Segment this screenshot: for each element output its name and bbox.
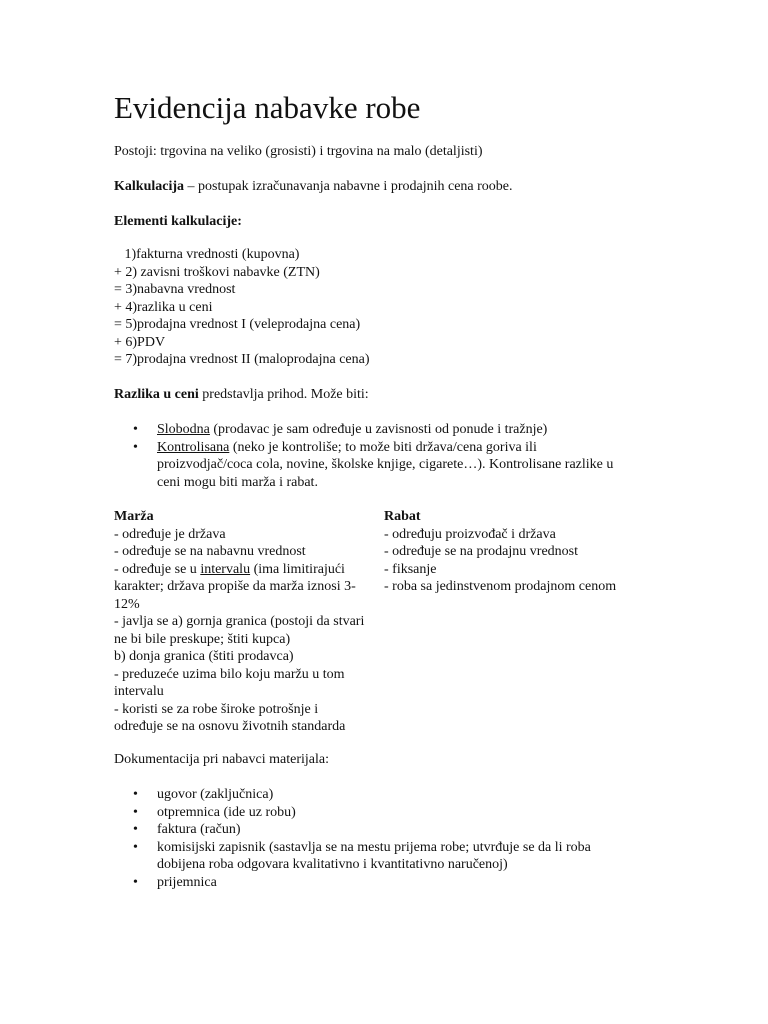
list-item — [114, 874, 674, 892]
razlika-paragraph — [114, 386, 369, 404]
kalkulacija-term: Kalkulacija — [114, 179, 185, 194]
list-line: • otpremnica (ide uz robu) — [157, 804, 296, 820]
razlika-term: Razlika u ceni — [114, 387, 199, 402]
razlika-list — [114, 421, 674, 491]
list-line: ceni mogu biti marža i rabat. — [157, 474, 318, 490]
kontrolisana-text: (neko je kontroliše; to može biti država/cena goriva ili — [229, 439, 537, 455]
rabat-line: - određuje se na prodajnu vrednost — [384, 544, 578, 559]
rabat-heading: Rabat — [384, 509, 421, 524]
list-line: proizvodjač/coca cola, novine, školske knjige, cigarete…). Kontrolisane razlike u — [157, 457, 614, 472]
kontrolisana-term: Kontrolisana — [157, 439, 230, 455]
marza-line: ne bi bile preskupe; štiti kupca) — [114, 631, 291, 647]
razlika-text: predstavlja prihod. Može biti: — [198, 387, 369, 402]
marza-line: određuje se na osnovu životnih standarda — [114, 719, 346, 734]
marza-heading: Marža — [114, 509, 154, 524]
elementi-item-1: 1)fakturna vrednosti (kupovna) — [114, 247, 300, 262]
dokumentacija-list — [114, 786, 674, 891]
rabat-line: - određuju proizvođač i država — [384, 526, 556, 542]
list-line: • komisijski zapisnik (sastavlja se na mestu prijema robe; utvrđuje se da li roba — [157, 839, 591, 855]
list-line: dobijena roba odgovara kvalitativno i kvantitativno naručenoj) — [157, 857, 508, 872]
rabat-column — [384, 508, 664, 596]
marza-line: - određuje je država — [114, 526, 226, 542]
list-item — [114, 839, 674, 874]
rabat-line: - roba sa jedinstvenom prodajnom cenom — [384, 579, 617, 594]
list-item — [114, 786, 674, 804]
dokumentacija-heading: Dokumentacija pri nabavci materijala: — [114, 752, 329, 767]
kalkulacija-paragraph — [114, 178, 513, 196]
intro-paragraph: Postoji: trgovina na veliko (grosisti) i trgovina na malo (detaljisti) — [114, 144, 483, 159]
marza-line — [114, 561, 384, 579]
list-item — [114, 439, 674, 492]
list-line — [157, 421, 674, 439]
marza-line: karakter; država propiše da marža iznosi 3- — [114, 579, 356, 594]
marza-line: intervalu — [114, 684, 164, 699]
elementi-item-4: + 4)razlika u ceni — [114, 300, 213, 315]
marza-column — [114, 508, 384, 736]
marza-line: - određuje se na nabavnu vrednost — [114, 544, 306, 559]
rabat-line: - fiksanje — [384, 561, 437, 577]
slobodna-term: Slobodna — [157, 422, 210, 437]
marza-line: - koristi se za robe široke potrošnje i — [114, 701, 319, 717]
elementi-item-3: = 3)nabavna vrednost — [114, 282, 236, 297]
elementi-item-2: + 2) zavisni troškovi nabavke (ZTN) — [114, 265, 320, 280]
list-line: • prijemnica — [157, 874, 217, 890]
list-item — [114, 421, 674, 439]
slobodna-text: (prodavac je sam određuje u zavisnosti od ponude i tražnje) — [209, 422, 548, 437]
marza-line: - javlja se a) gornja granica (postoji da stvari — [114, 614, 365, 629]
marza-line-prefix: - određuje se u — [114, 561, 201, 577]
list-item — [114, 821, 674, 839]
marza-line: - preduzeće uzima bilo koju maržu u tom — [114, 666, 345, 682]
elementi-item-7: = 7)prodajna vrednost II (maloprodajna cena) — [114, 352, 370, 367]
list-line — [157, 439, 674, 457]
list-line: • faktura (račun) — [157, 822, 241, 837]
elementi-heading: Elementi kalkulacije: — [114, 214, 242, 229]
page-title: Evidencija nabavke robe — [114, 90, 421, 125]
elementi-item-6: + 6)PDV — [114, 335, 166, 350]
marza-line-suffix: (ima limitirajući — [250, 561, 345, 577]
list-line: • ugovor (zaključnica) — [157, 787, 274, 802]
elementi-item-5: = 5)prodajna vrednost I (veleprodajna cena) — [114, 317, 361, 332]
kalkulacija-definition: – postupak izračunavanja nabavne i prodajnih cena roobe. — [184, 179, 513, 194]
list-item — [114, 804, 674, 822]
marza-line: b) donja granica (štiti prodavca) — [114, 649, 294, 664]
marza-line: 12% — [114, 596, 140, 612]
interval-term: intervalu — [200, 561, 251, 577]
